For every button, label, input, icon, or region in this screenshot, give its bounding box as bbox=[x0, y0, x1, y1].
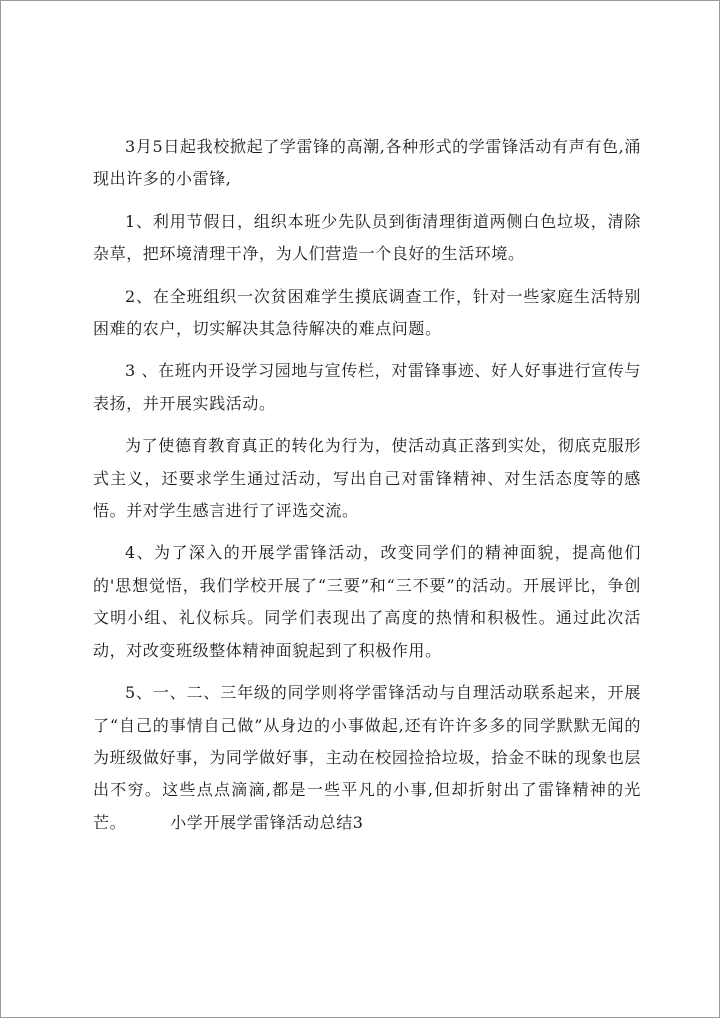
paragraph-6: 4、为了深入的开展学雷锋活动，改变同学们的精神面貌，提高他们的'思想觉悟，我们学校开展了“三要”和“三不要”的活动。开展评比，争创文明小组、礼仪标兵。同学们表现出了高度的热情和积极性。通过此次活动，对改变班级整体精神面貌起到了积极作用。 bbox=[93, 543, 641, 660]
paragraph-3: 2、在全班组织一次贫困难学生摸底调查工作，针对一些家庭生活特别困难的农户，切实解决其急待解决的难点问题。 bbox=[93, 286, 641, 339]
document-body bbox=[93, 131, 641, 849]
paragraph-7 bbox=[93, 677, 641, 839]
paragraph-4: 3 、在班内开设学习园地与宣传栏，对雷锋事迹、好人好事进行宣传与表扬，并开展实践活动。 bbox=[93, 361, 641, 413]
paragraph-5: 为了使德育教育真正的转化为行为，使活动真正落到实处，彻底克服形式主义，还要求学生通过活动，写出自己对雷锋精神、对生活态度等的感悟。并对学生感言进行了评选交流。 bbox=[93, 436, 641, 521]
paragraph-7-text: 5、一、二、三年级的同学则将学雷锋活动与自理活动联系起来，开展了“自己的事情自己做”从身边的小事做起,还有许许多多的同学默默无闻的为班级做好事，为同学做好事，主动在校园捡拾垃圾，拾金不昧的现象也层出不穷。这些点点滴滴,都是一些平凡的小事,但却折射出了雷锋精神的光芒。 bbox=[93, 683, 641, 832]
paragraph-2: 1、利用节假日，组织本班少先队员到街清理街道两侧白色垃圾，清除杂草，把环境清理干净，为人们营造一个良好的生活环境。 bbox=[93, 211, 641, 264]
trailing-heading: 小学开展学雷锋活动总结3 bbox=[170, 812, 364, 832]
paragraph-1: 3月5日起我校掀起了学雷锋的高潮,各种形式的学雷锋活动有声有色,涌现出许多的小雷锋, bbox=[93, 137, 641, 189]
